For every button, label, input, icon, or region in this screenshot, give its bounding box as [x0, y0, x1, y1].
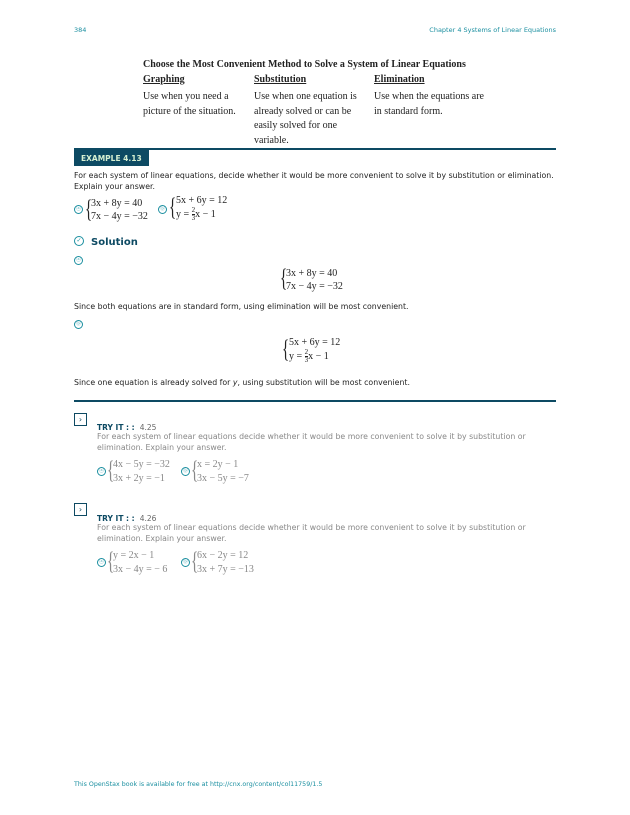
- solution-a-text: Since both equations are in standard form, using elimination will be most convenient.: [74, 302, 409, 311]
- try-system-b: x = 2y − 1 3x − 5y = −7: [197, 459, 249, 484]
- brace-icon: {: [107, 548, 115, 575]
- elimination-heading: Elimination: [374, 74, 425, 85]
- example-tag: EXAMPLE 4.13: [74, 150, 149, 166]
- method-table-title: Choose the Most Convenient Method to Solve a System of Linear Equations: [143, 59, 466, 70]
- part-b-marker: ⓑ: [159, 206, 165, 212]
- substitution-description: Use when one equation is already solved or can be easily solved for one variable.: [254, 91, 357, 146]
- try-part-b-marker: ⓑ: [182, 468, 188, 474]
- brace-icon: {: [107, 457, 115, 484]
- brace-icon: {: [191, 548, 199, 575]
- solution-a-marker: ⓐ: [75, 257, 81, 263]
- solution-b-marker: ⓑ: [75, 321, 81, 327]
- elimination-description: Use when the equations are in standard form.: [374, 91, 484, 117]
- brace-icon: {: [280, 265, 288, 292]
- try-it-prompt: For each system of linear equations decide whether it would be more convenient to solve it by substitution or elimination. Explain your answer.: [97, 523, 526, 543]
- solution-system-b: 5x + 6y = 12 y = $\frac{2}{3}$ x − 1: [289, 337, 341, 364]
- brace-icon: {: [282, 336, 290, 363]
- try-system-a: y = 2x − 1 3x − 4y = − 6: [113, 550, 168, 575]
- section-rule: [74, 400, 556, 402]
- chevron-right-icon[interactable]: ›: [74, 413, 87, 426]
- example-system-a: 3x + 8y = 40 7x − 4y = −32: [91, 198, 148, 222]
- try-system-b: 6x − 2y = 12 3x + 7y = −13: [197, 550, 254, 575]
- solution-b-text: Since one equation is already solved for y, using substitution will be most convenient.: [74, 378, 410, 387]
- try-it-heading: TRY IT : : 4.25: [97, 423, 157, 432]
- try-it-heading: TRY IT : : 4.26: [97, 514, 157, 523]
- part-a-marker: ⓐ: [75, 206, 81, 212]
- graphing-heading: Graphing: [143, 74, 185, 85]
- page-number: 384: [74, 26, 87, 34]
- graphing-description: Use when you need a picture of the situation.: [143, 91, 236, 117]
- checkmark-icon: ✓: [74, 236, 84, 246]
- brace-icon: {: [191, 457, 199, 484]
- chevron-right-icon[interactable]: ›: [74, 503, 87, 516]
- example-prompt: For each system of linear equations, decide whether it would be more convenient to solve it by substitution or elimination. Explain your answer.: [74, 171, 554, 191]
- substitution-heading: Substitution: [254, 74, 307, 85]
- try-it-prompt: For each system of linear equations decide whether it would be more convenient to solve it by substitution or elimination. Explain your answer.: [97, 432, 526, 452]
- example-system-b: 5x + 6y = 12 y = $\frac{2}{3}$ x − 1: [176, 195, 228, 222]
- brace-icon: {: [169, 194, 177, 221]
- try-part-b-marker: ⓑ: [182, 559, 188, 565]
- try-part-a-marker: ⓐ: [98, 468, 104, 474]
- footer-note: This OpenStax book is available for free at http://cnx.org/content/col11759/1.5: [74, 781, 323, 788]
- chapter-title: Chapter 4 Systems of Linear Equations: [429, 26, 556, 34]
- try-system-a: 4x − 5y = −32 3x + 2y = −1: [113, 459, 170, 484]
- try-part-a-marker: ⓐ: [98, 559, 104, 565]
- solution-title: Solution: [91, 237, 138, 248]
- brace-icon: {: [85, 196, 93, 223]
- solution-system-a: 3x + 8y = 40 7x − 4y = −32: [286, 268, 343, 292]
